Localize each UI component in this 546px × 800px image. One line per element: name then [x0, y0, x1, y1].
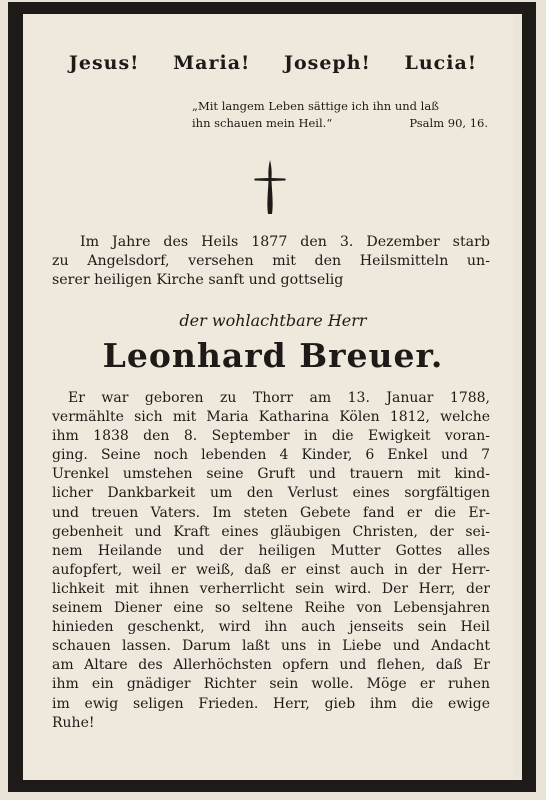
body-line: lichkeit mit ihnen verherrlicht sein wird. Der Herr, der — [52, 580, 490, 597]
invocation-joseph: Joseph! — [283, 52, 371, 74]
body-line: am Altare des Allerhöchsten opfern und flehen, daß Er — [52, 657, 490, 674]
body-line: seinem Diener eine so seltene Reihe von Lebensjahren — [52, 600, 490, 617]
invocation-maria: Maria! — [173, 52, 251, 74]
honorific-title: der wohlachtbare Herr — [179, 311, 367, 330]
psalm-quote — [192, 98, 492, 132]
body-line: Er war geboren zu Thorr am 13. Januar 1788, — [68, 390, 490, 406]
intro-line: Im Jahre des Heils 1877 den 3. Dezember starb — [80, 234, 490, 250]
psalm-line-2-wrap — [192, 115, 492, 132]
psalm-line-2: ihn schauen mein Heil.“ — [192, 116, 333, 130]
psalm-line-1: „Mit langem Leben sättige ich ihn und laß — [192, 99, 439, 113]
intro-line: serer heiligen Kirche sanft und gottselig — [52, 272, 344, 289]
invocation-line — [0, 52, 546, 74]
body-line: licher Dankbarkeit um den Verlust eines sorgfältigen — [52, 485, 490, 502]
body-line: ging. Seine noch lebenden 4 Kinder, 6 Enkel und 7 — [52, 447, 490, 464]
body-line: aufopfert, weil er weiß, daß er einst auch in der Herr- — [52, 561, 490, 578]
psalm-reference: Psalm 90, 16. — [409, 116, 488, 130]
body-line: gebenheit und Kraft eines gläubigen Christen, der sei- — [52, 523, 490, 540]
body-line: hinieden geschenkt, wird ihn auch jenseits sein Heil — [52, 619, 490, 636]
body-line: Ruhe! — [52, 714, 95, 731]
body-line: und treuen Vaters. Im steten Gebete fand er die Er- — [52, 504, 490, 521]
body-line: schauen lassen. Darum laßt uns in Liebe und Andacht — [52, 638, 490, 655]
body-line: ihm ein gnädiger Richter sein wolle. Möge er ruhen — [52, 676, 490, 693]
cross-icon — [253, 158, 287, 216]
invocation-lucia: Lucia! — [404, 52, 478, 74]
body-line: im ewig seligen Frieden. Herr, gieb ihm die ewige — [52, 695, 490, 712]
body-line: Urenkel umstehen seine Gruft und trauern mit kind- — [52, 466, 490, 483]
intro-line: zu Angelsdorf, versehen mit den Heilsmitteln un- — [52, 253, 490, 270]
biography-paragraph — [52, 389, 490, 733]
body-line: ihm 1838 den 8. September in die Ewigkeit voran- — [52, 428, 490, 445]
body-line: nem Heilande und der heiligen Mutter Gottes alles — [52, 542, 490, 559]
deceased-name: Leonhard Breuer. — [102, 336, 444, 375]
body-line: vermählte sich mit Maria Katharina Kölen 1812, welche — [52, 409, 490, 426]
invocation-jesus: Jesus! — [68, 52, 140, 74]
intro-paragraph — [52, 233, 490, 290]
